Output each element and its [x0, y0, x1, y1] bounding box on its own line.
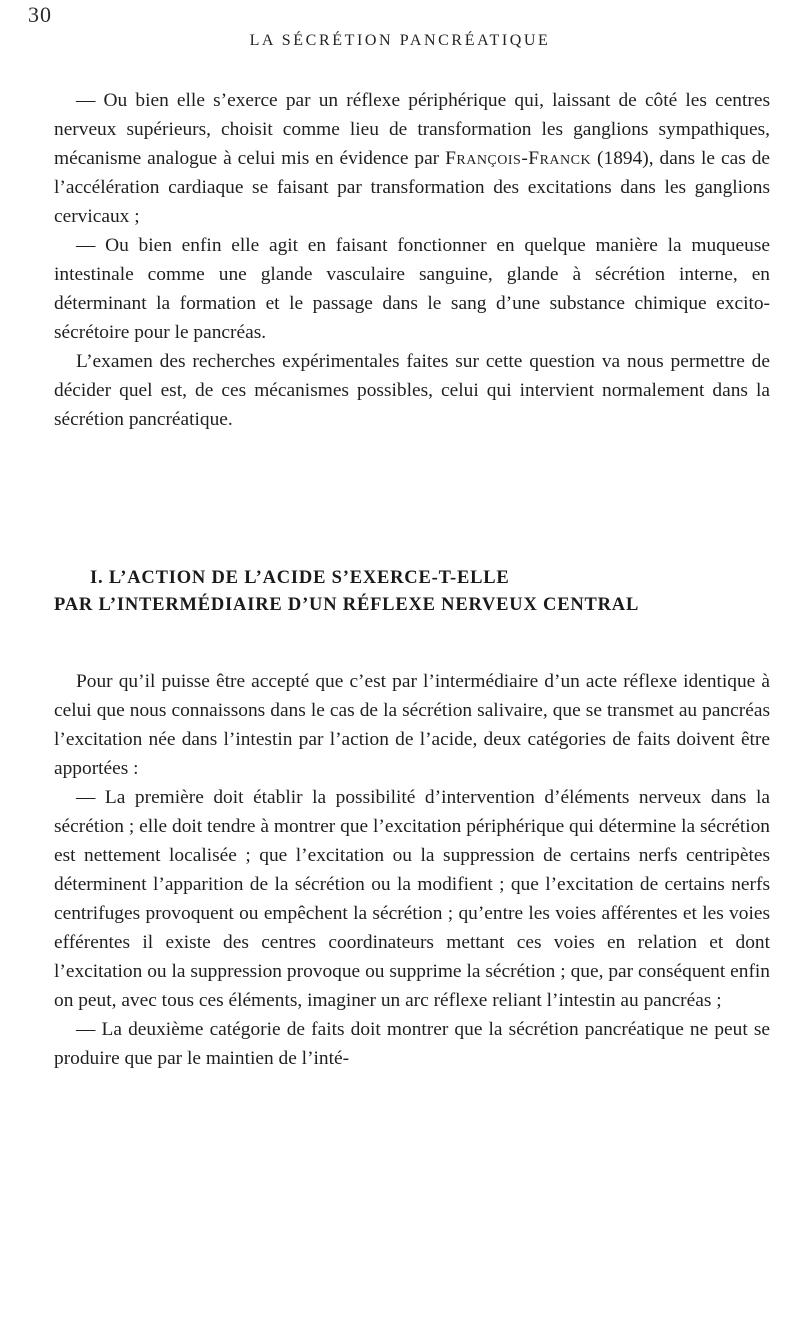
paragraph-reflexe-peripherique	[54, 86, 770, 231]
paragraph-text: (1894), dans le cas de l’accélération cardiaque se faisant par transformation des excitations dans les ganglions cervicaux ;	[54, 148, 770, 227]
paragraph-premiere-categorie: — La première doit établir la possibilité d’intervention d’éléments nerveux dans la sécrétion ; elle doit tendre à montrer que l’excitation périphérique qui détermine la sécrétion est nettement localisée ; que l’excitation ou la suppression de certains nerfs centripètes déterminent l’apparition de la sécrétion ou la modifient ; que l’excitation de certains nerfs centrifuges provoquent ou empêchent la sécrétion ; qu’entre les voies afférentes et les voies efférentes il existe des centres coordinateurs mettant ces voies en relation et dont l’excitation ou la suppression provoque ou supprime la sécrétion ; que, par conséquent enfin on peut, avec tous ces éléments, imaginer un arc réflexe reliant l’intestin au pancréas ;	[54, 787, 770, 1011]
page-number: 30	[28, 2, 52, 27]
section-text	[54, 667, 770, 1073]
paragraph-muqueuse-intestinale: — Ou bien enfin elle agit en faisant fonctionner en quelque manière la muqueuse intestinale comme une glande vasculaire sanguine, glande à sécrétion interne, en déterminant la formation et le passage dans le sang d’une substance chimique excito-sécrétoire pour le pancréas.	[54, 235, 770, 343]
section-heading-line-1: I. L’ACTION DE L’ACIDE S’EXERCE-T-ELLE	[90, 568, 510, 588]
paragraph-conditions: Pour qu’il puisse être accepté que c’est par l’intermédiaire d’un acte réflexe identique à celui que nous connaissons dans le cas de la sécrétion salivaire, que se transmet au pancréas l’excitation née dans l’intestin par l’action de l’acide, deux catégories de faits doivent être apportées :	[54, 671, 770, 779]
paragraph-examen-recherches: L’examen des recherches expérimentales faites sur cette question va nous permettre de décider quel est, de ces mécanismes possibles, celui qui intervient normalement dans la sécrétion pancréatique.	[54, 351, 770, 430]
paragraph-text: — Ou bien elle s’exerce par un réflexe périphérique qui, laissant de côté les centres nerveux supérieurs, choisit comme lieu de transformation les ganglions sympathiques, mécanisme analogue à celui mis en évidence par	[54, 90, 770, 169]
section-heading	[54, 565, 770, 619]
running-title: LA SÉCRÉTION PANCRÉATIQUE	[249, 32, 551, 49]
author-name: François-Franck	[445, 148, 592, 169]
section-heading-line-2: PAR L’INTERMÉDIAIRE D’UN RÉFLEXE NERVEUX CENTRAL	[54, 595, 640, 615]
paragraph-deuxieme-categorie: — La deuxième catégorie de faits doit montrer que la sécrétion pancréatique ne peut se produire que par le maintien de l’inté-	[54, 1019, 770, 1069]
intro-text	[54, 86, 770, 434]
